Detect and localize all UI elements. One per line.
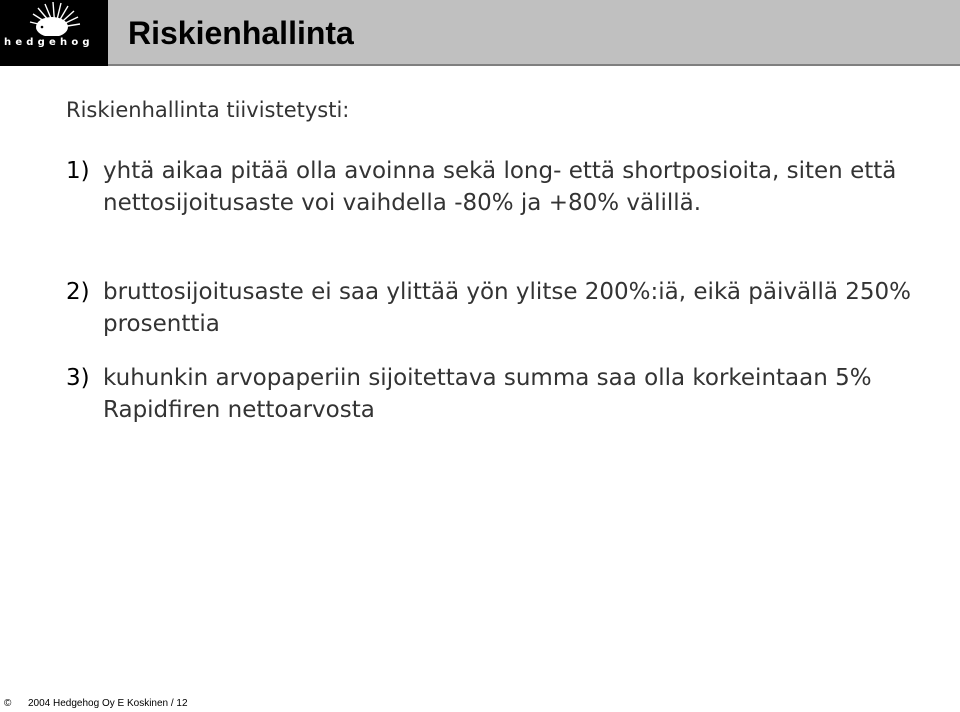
list-item: [66, 276, 926, 340]
list-item-number: 2): [66, 279, 90, 305]
slide-subtitle: Riskienhallinta tiivistetysti:: [66, 98, 350, 122]
logo-text: hedgehog: [4, 37, 94, 48]
copyright-icon: ©: [4, 698, 12, 709]
list-item-number: 3): [66, 365, 90, 391]
list-item-text: bruttosijoitusaste ei saa ylittää yön ylitse 200%:iä, eikä päivällä 250% prosenttia: [103, 279, 911, 337]
hedgehog-logo: [0, 0, 108, 66]
list-item: [66, 362, 926, 426]
footer-text: 2004 Hedgehog Oy E Koskinen / 12: [28, 698, 188, 709]
list-item: [66, 155, 926, 219]
list-item-text: yhtä aikaa pitää olla avoinna sekä long- että shortposioita, siten että nettosijoitusaste voi vaihdella -80% ja +80% välillä.: [103, 158, 897, 216]
list-item-text: kuhunkin arvopaperiin sijoitettava summa saa olla korkeintaan 5% Rapidfiren nettoarvosta: [103, 365, 872, 423]
slide-title: Riskienhallinta: [128, 15, 354, 51]
list-item-number: 1): [66, 158, 90, 184]
title-bar: [108, 0, 960, 66]
hedgehog-icon: [0, 0, 108, 66]
footer: [4, 698, 188, 709]
